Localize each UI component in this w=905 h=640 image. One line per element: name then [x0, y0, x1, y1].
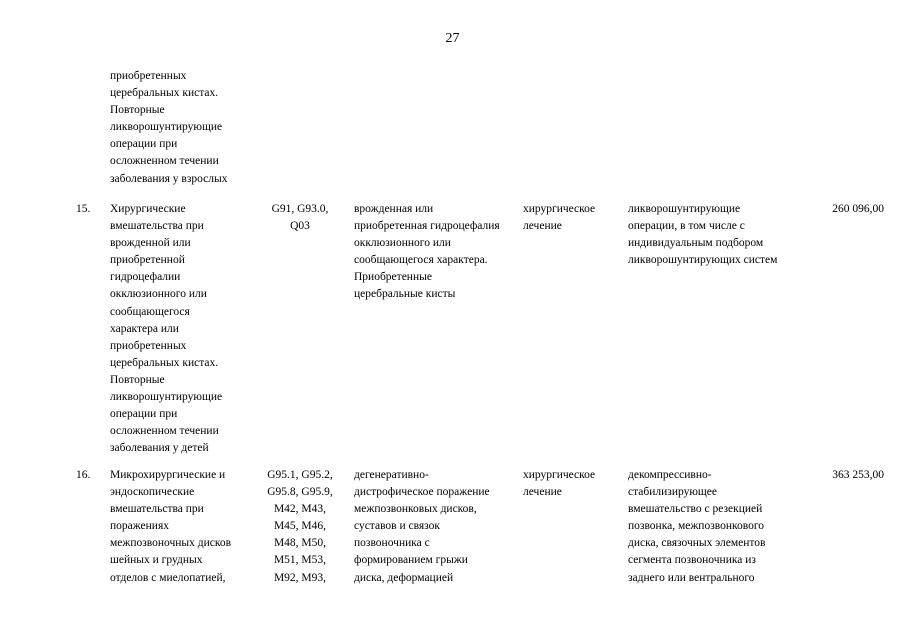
- row-16-name: Микрохирургические и эндоскопические вмешательства при поражениях межпозвоночных дисков шейных и грудных отделов с миелопатией,: [110, 469, 232, 584]
- row-15-name: Хирургические вмешательства при врожденной или приобретенной гидроцефалии окклюзионного или сообщающегося характера или приобретенных церебральных кистах. Повторные ликворошунтирующие операции при осложненном течении заболевания у детей: [110, 203, 223, 455]
- row-16-codes: G95.1, G95.2, G95.8, G95.9, M42, M43, M45, M46, M48, M50, M51, M53, M92, M93,: [267, 469, 333, 584]
- row-16-cost: 363 253,00: [832, 469, 884, 481]
- row-15-number: 15.: [76, 203, 91, 215]
- row-15-treatment-type: хирургическое лечение: [523, 203, 596, 233]
- row-16-treatment-type: хирургическое лечение: [523, 469, 596, 499]
- continued-row-name: приобретенных церебральных кистах. Повторные ликворошунтирующие операции при осложненном течении заболевания у взрослых: [110, 70, 228, 185]
- row-15-cost: 260 096,00: [832, 203, 884, 215]
- row-15-patient-model: врожденная или приобретенная гидроцефалия окклюзионного или сообщающегося характера. Приобретенные церебральные кисты: [354, 203, 500, 301]
- row-16-number: 16.: [76, 469, 91, 481]
- row-15-treatment-method: ликворошунтирующие операции, в том числе с индивидуальным подбором ликворошунтирующих систем: [628, 203, 778, 267]
- page-number: 27: [445, 31, 460, 46]
- row-16-patient-model: дегенеративно- дистрофическое поражение межпозвонковых дисков, суставов и связок позвоночника с формированием грыжи диска, деформацией: [354, 469, 490, 584]
- row-15-codes: G91, G93.0, Q03: [271, 203, 329, 233]
- row-16-treatment-method: декомпрессивно- стабилизирующее вмешательство с резекцией позвонка, межпозвонкового диска, связочных элементов сегмента позвоночника из заднего или вентрального: [628, 469, 766, 584]
